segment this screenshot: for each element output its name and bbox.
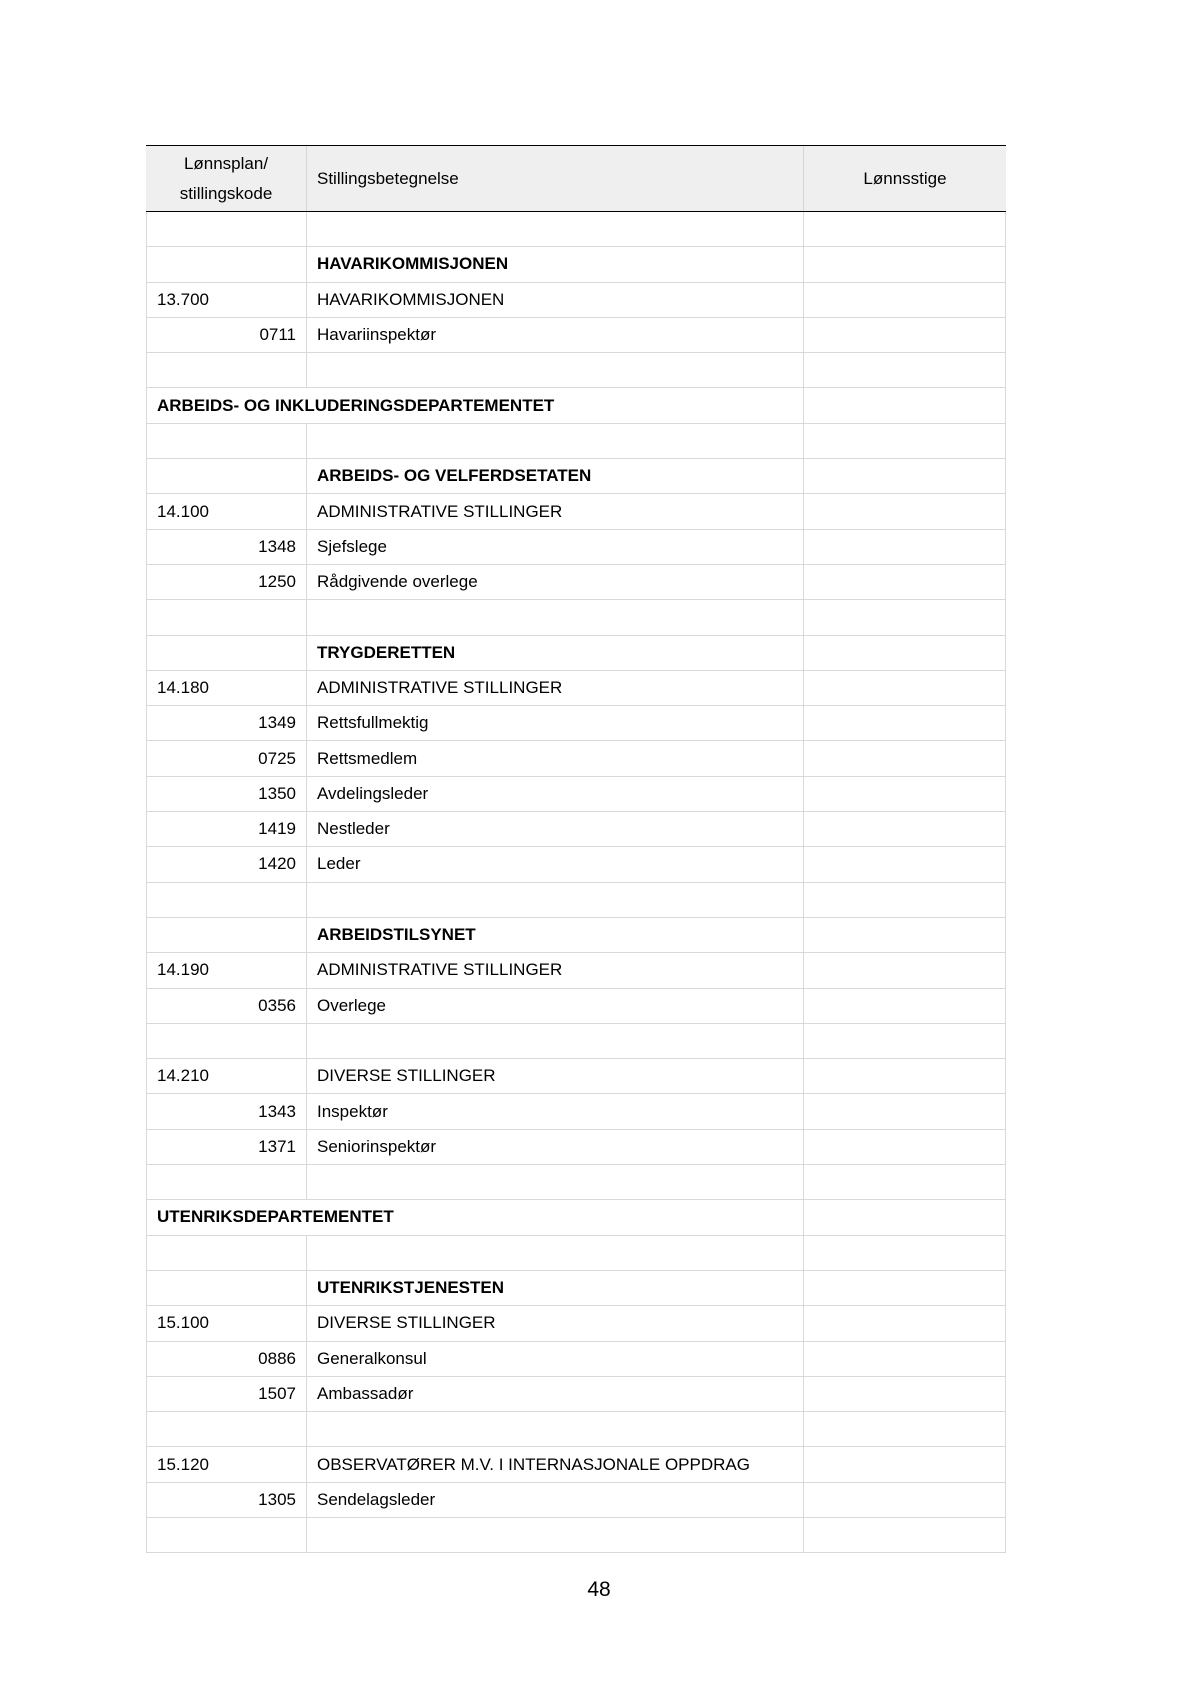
header-plan-code-line1: Lønnsplan/ xyxy=(183,153,269,173)
position-title: Nestleder xyxy=(307,812,804,846)
table-header xyxy=(146,146,1006,212)
table-row xyxy=(146,318,1006,353)
table-row xyxy=(146,1024,1006,1059)
position-title: ADMINISTRATIVE STILLINGER xyxy=(307,671,804,705)
department-heading: ARBEIDS- OG INKLUDERINGSDEPARTEMENTET xyxy=(147,388,804,422)
plan-code: 14.190 xyxy=(147,953,307,987)
table-row xyxy=(146,1518,1006,1553)
table-row xyxy=(146,1306,1006,1341)
position-code: 0711 xyxy=(147,318,307,352)
table-row xyxy=(146,636,1006,671)
salary-scale-cell xyxy=(804,883,1005,917)
position-title: Inspektør xyxy=(307,1094,804,1128)
table-row xyxy=(146,706,1006,741)
salary-scale-cell xyxy=(804,812,1005,846)
empty-cell xyxy=(307,1236,804,1270)
salary-scale-cell xyxy=(804,1412,1005,1446)
salary-scale-cell xyxy=(804,847,1005,881)
salary-scale-cell xyxy=(804,671,1005,705)
salary-scale-cell xyxy=(804,1024,1005,1058)
salary-table xyxy=(146,145,1006,1553)
salary-scale-cell xyxy=(804,212,1005,246)
position-title: Overlege xyxy=(307,989,804,1023)
table-row xyxy=(146,1377,1006,1412)
position-title: ADMINISTRATIVE STILLINGER xyxy=(307,953,804,987)
empty-cell xyxy=(307,1024,804,1058)
salary-scale-cell xyxy=(804,1059,1005,1093)
plan-code: 15.120 xyxy=(147,1447,307,1481)
table-row xyxy=(146,424,1006,459)
table-row xyxy=(146,494,1006,529)
salary-scale-cell xyxy=(804,1483,1005,1517)
empty-cell xyxy=(147,459,307,493)
salary-scale-cell xyxy=(804,494,1005,528)
position-title: Ambassadør xyxy=(307,1377,804,1411)
salary-scale-cell xyxy=(804,388,1005,422)
empty-cell xyxy=(147,353,307,387)
empty-cell xyxy=(147,1271,307,1305)
agency-heading: TRYGDERETTEN xyxy=(307,636,804,670)
empty-cell xyxy=(147,424,307,458)
salary-scale-cell xyxy=(804,1377,1005,1411)
table-row xyxy=(146,600,1006,635)
position-code: 1419 xyxy=(147,812,307,846)
empty-cell xyxy=(147,1518,307,1552)
table-row xyxy=(146,1200,1006,1235)
salary-scale-cell xyxy=(804,1200,1005,1234)
table-row xyxy=(146,1483,1006,1518)
position-code: 0886 xyxy=(147,1342,307,1376)
table-row xyxy=(146,953,1006,988)
table-row xyxy=(146,1412,1006,1447)
salary-scale-cell xyxy=(804,989,1005,1023)
position-title: HAVARIKOMMISJONEN xyxy=(307,283,804,317)
header-salary-scale: Lønnsstige xyxy=(863,168,947,188)
empty-cell xyxy=(307,353,804,387)
position-title: Rettsfullmektig xyxy=(307,706,804,740)
table-row xyxy=(146,918,1006,953)
salary-scale-cell xyxy=(804,706,1005,740)
agency-heading: UTENRIKSTJENESTEN xyxy=(307,1271,804,1305)
table-row xyxy=(146,388,1006,423)
empty-cell xyxy=(307,424,804,458)
salary-scale-cell xyxy=(804,247,1005,281)
plan-code: 14.100 xyxy=(147,494,307,528)
salary-scale-cell xyxy=(804,1447,1005,1481)
agency-heading: HAVARIKOMMISJONEN xyxy=(307,247,804,281)
position-code: 1250 xyxy=(147,565,307,599)
table-row xyxy=(146,1342,1006,1377)
position-code: 1507 xyxy=(147,1377,307,1411)
empty-cell xyxy=(147,247,307,281)
salary-scale-cell xyxy=(804,600,1005,634)
table-row xyxy=(146,741,1006,776)
table-row xyxy=(146,1094,1006,1129)
salary-scale-cell xyxy=(804,1271,1005,1305)
table-row xyxy=(146,565,1006,600)
position-code: 1305 xyxy=(147,1483,307,1517)
position-title: Sendelagsleder xyxy=(307,1483,804,1517)
empty-cell xyxy=(147,1236,307,1270)
table-row xyxy=(146,777,1006,812)
table-row xyxy=(146,1447,1006,1482)
page-number: 48 xyxy=(587,1578,611,1601)
position-title: Seniorinspektør xyxy=(307,1130,804,1164)
salary-scale-cell xyxy=(804,1165,1005,1199)
empty-cell xyxy=(307,883,804,917)
salary-scale-cell xyxy=(804,459,1005,493)
plan-code: 14.210 xyxy=(147,1059,307,1093)
position-title: Havariinspektør xyxy=(307,318,804,352)
position-code: 1348 xyxy=(147,530,307,564)
position-title: ADMINISTRATIVE STILLINGER xyxy=(307,494,804,528)
salary-scale-cell xyxy=(804,318,1005,352)
empty-cell xyxy=(147,636,307,670)
table-row xyxy=(146,1130,1006,1165)
salary-scale-cell xyxy=(804,918,1005,952)
table-row xyxy=(146,247,1006,282)
header-plan-code-line2: stillingskode xyxy=(179,183,273,203)
empty-cell xyxy=(147,212,307,246)
table-row xyxy=(146,671,1006,706)
empty-cell xyxy=(147,600,307,634)
empty-cell xyxy=(147,1024,307,1058)
empty-cell xyxy=(147,1412,307,1446)
table-body xyxy=(146,212,1006,1553)
position-title: Sjefslege xyxy=(307,530,804,564)
table-row xyxy=(146,812,1006,847)
salary-scale-cell xyxy=(804,1342,1005,1376)
empty-cell xyxy=(147,883,307,917)
empty-cell xyxy=(307,1518,804,1552)
table-row xyxy=(146,530,1006,565)
table-row xyxy=(146,283,1006,318)
salary-scale-cell xyxy=(804,741,1005,775)
plan-code: 14.180 xyxy=(147,671,307,705)
salary-scale-cell xyxy=(804,283,1005,317)
empty-cell xyxy=(307,1412,804,1446)
table-row xyxy=(146,212,1006,247)
salary-scale-cell xyxy=(804,1094,1005,1128)
position-title: DIVERSE STILLINGER xyxy=(307,1306,804,1340)
position-title: Rådgivende overlege xyxy=(307,565,804,599)
salary-scale-cell xyxy=(804,953,1005,987)
salary-scale-cell xyxy=(804,636,1005,670)
empty-cell xyxy=(307,1165,804,1199)
position-code: 1371 xyxy=(147,1130,307,1164)
empty-cell xyxy=(147,918,307,952)
salary-scale-cell xyxy=(804,565,1005,599)
agency-heading: ARBEIDS- OG VELFERDSETATEN xyxy=(307,459,804,493)
table-row xyxy=(146,1271,1006,1306)
empty-cell xyxy=(147,1165,307,1199)
position-title: OBSERVATØRER M.V. I INTERNASJONALE OPPDRAG xyxy=(307,1447,804,1481)
salary-scale-cell xyxy=(804,530,1005,564)
salary-scale-cell xyxy=(804,424,1005,458)
salary-scale-cell xyxy=(804,1130,1005,1164)
table-row xyxy=(146,1165,1006,1200)
empty-cell xyxy=(307,212,804,246)
agency-heading: ARBEIDSTILSYNET xyxy=(307,918,804,952)
header-title: Stillingsbetegnelse xyxy=(307,146,804,211)
position-code: 0356 xyxy=(147,989,307,1023)
position-title: Avdelingsleder xyxy=(307,777,804,811)
position-code: 1343 xyxy=(147,1094,307,1128)
department-heading: UTENRIKSDEPARTEMENTET xyxy=(147,1200,804,1234)
position-code: 0725 xyxy=(147,741,307,775)
position-title: Leder xyxy=(307,847,804,881)
position-title: DIVERSE STILLINGER xyxy=(307,1059,804,1093)
plan-code: 13.700 xyxy=(147,283,307,317)
salary-scale-cell xyxy=(804,777,1005,811)
table-row xyxy=(146,1059,1006,1094)
position-code: 1349 xyxy=(147,706,307,740)
position-code: 1350 xyxy=(147,777,307,811)
salary-scale-cell xyxy=(804,1518,1005,1552)
table-row xyxy=(146,847,1006,882)
table-row xyxy=(146,459,1006,494)
plan-code: 15.100 xyxy=(147,1306,307,1340)
position-title: Generalkonsul xyxy=(307,1342,804,1376)
table-row xyxy=(146,1236,1006,1271)
salary-scale-cell xyxy=(804,1236,1005,1270)
salary-scale-cell xyxy=(804,353,1005,387)
position-title: Rettsmedlem xyxy=(307,741,804,775)
table-row xyxy=(146,353,1006,388)
position-code: 1420 xyxy=(147,847,307,881)
empty-cell xyxy=(307,600,804,634)
header-plan-code xyxy=(146,146,307,211)
table-row xyxy=(146,989,1006,1024)
salary-scale-cell xyxy=(804,1306,1005,1340)
table-row xyxy=(146,883,1006,918)
